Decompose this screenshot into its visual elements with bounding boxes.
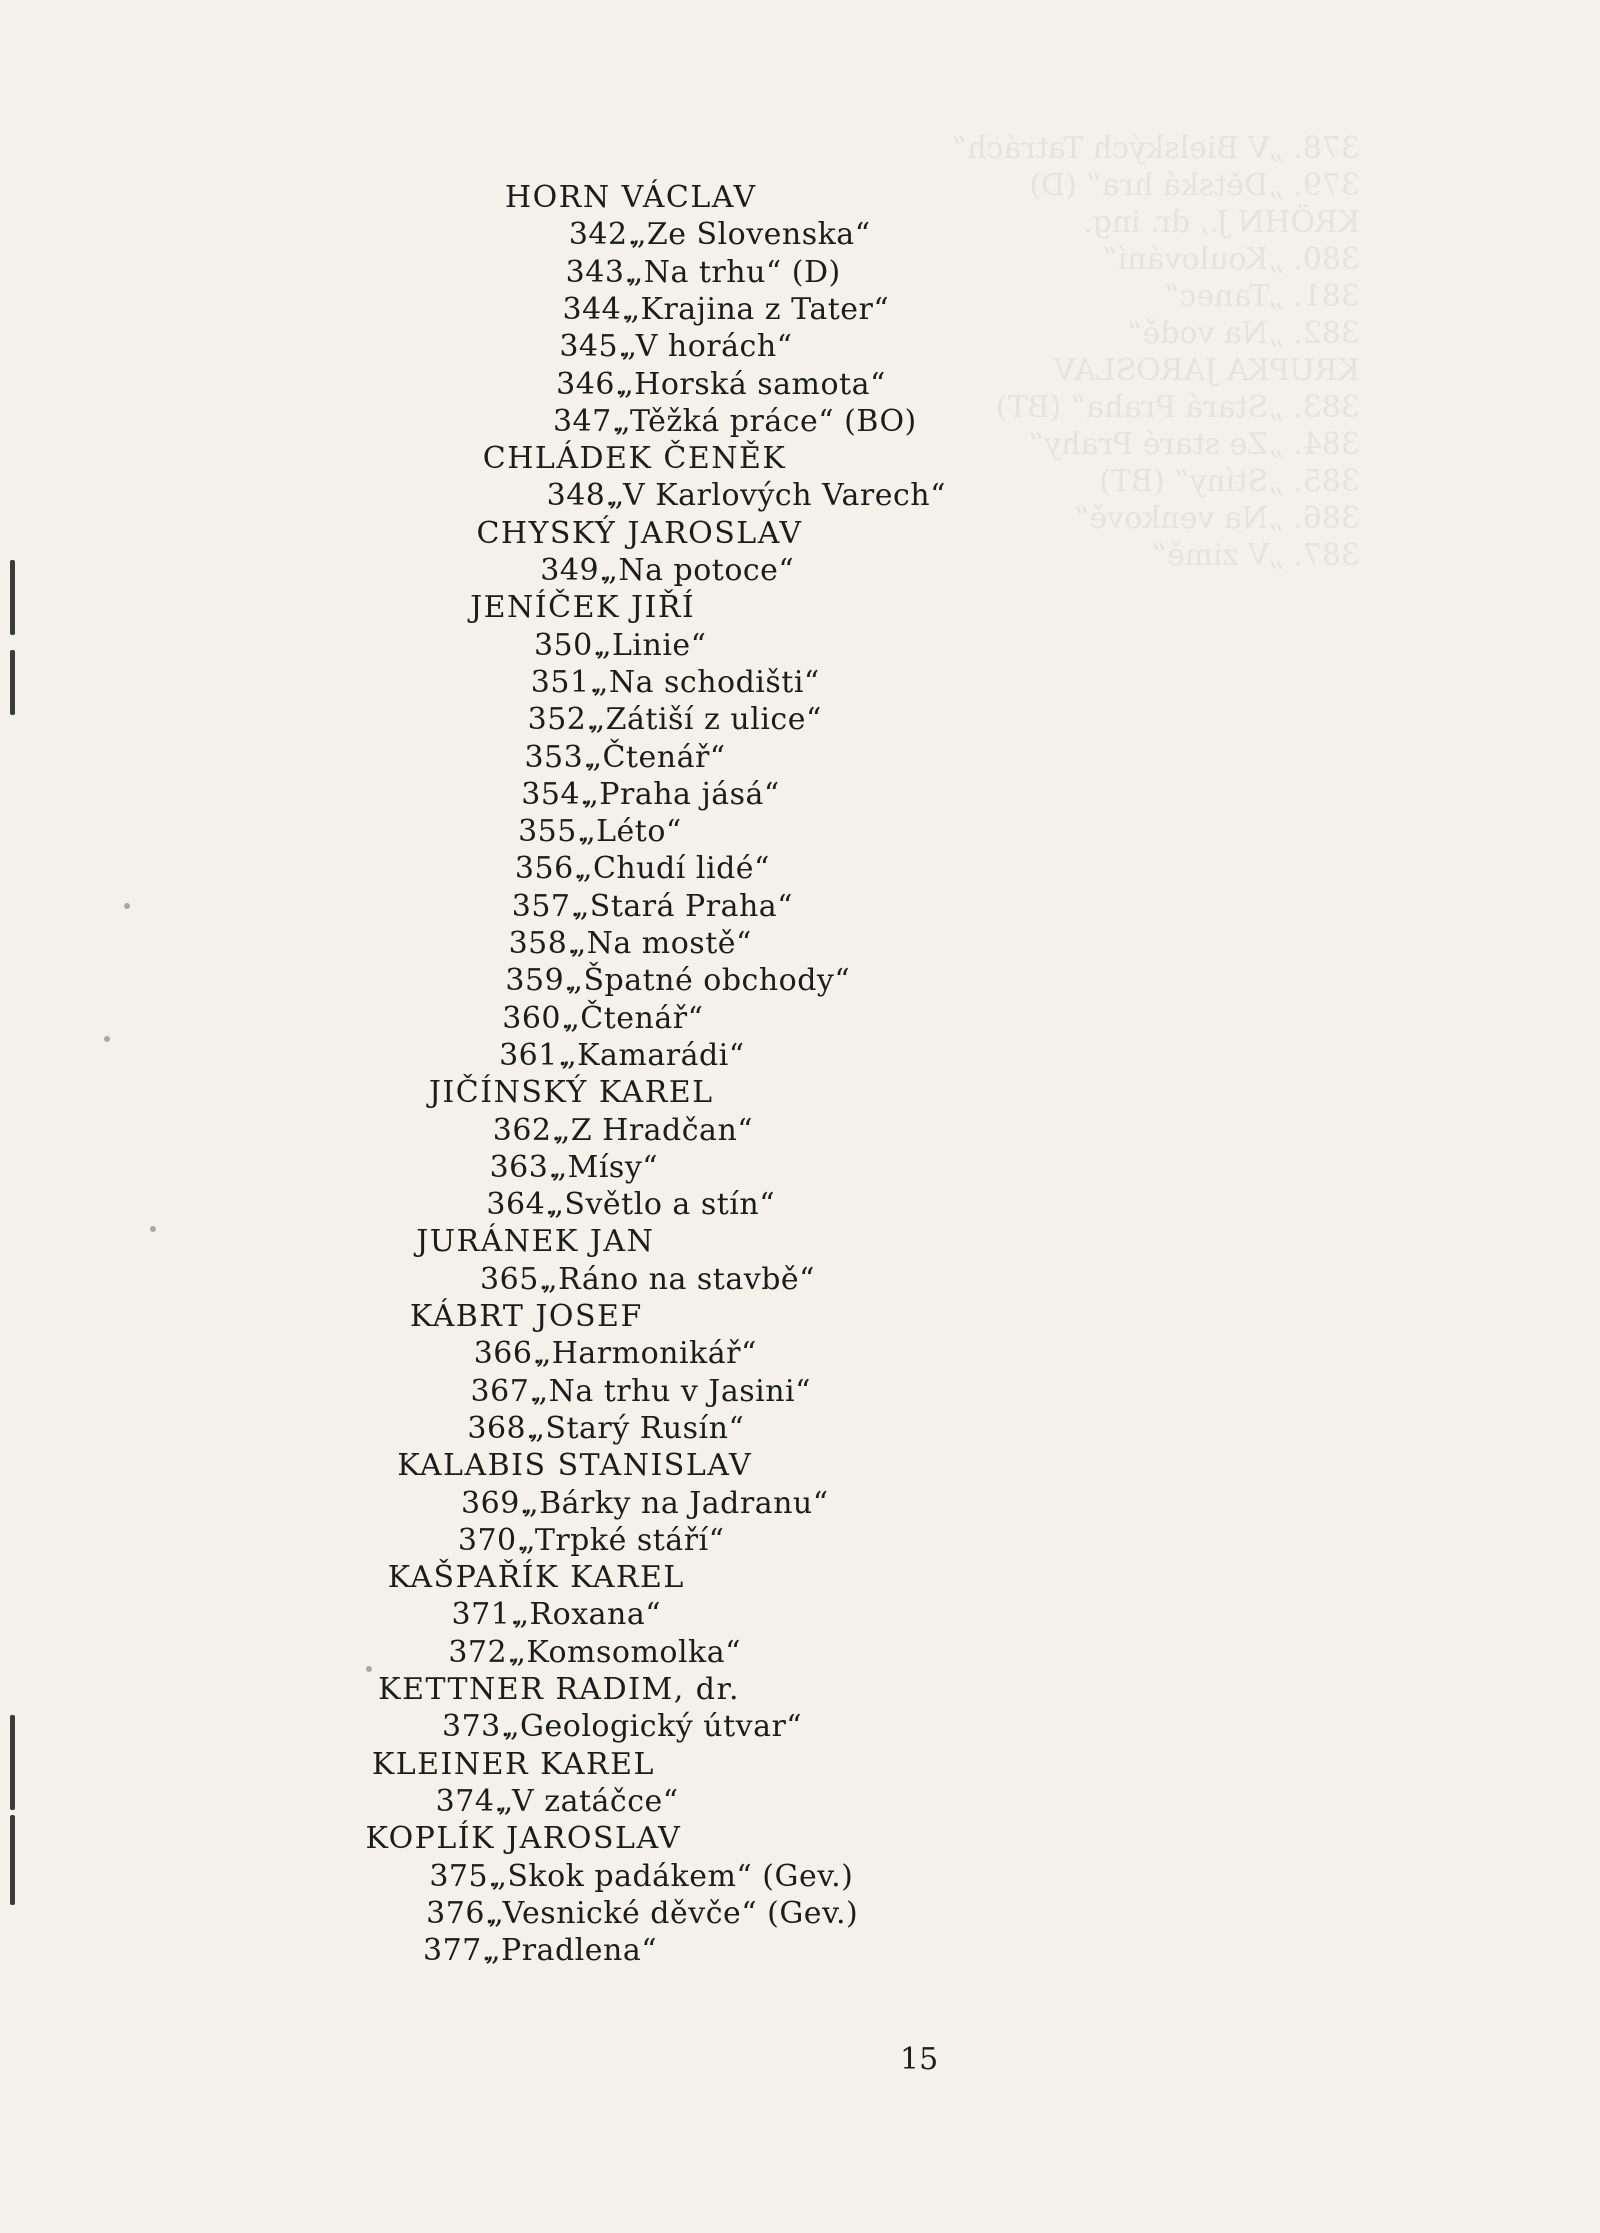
catalog-entry	[448, 1635, 741, 1670]
entry-title: „Čtenář“	[586, 739, 726, 775]
entry-title: „V horách“	[621, 329, 793, 365]
catalog-entry	[429, 1859, 853, 1894]
entry-title: „Vesnické děvče“ (Gev.)	[488, 1895, 859, 1931]
entry-title: „Zátiší z ulice“	[589, 702, 822, 738]
author-heading: KAŠPAŘÍK KAREL	[387, 1560, 685, 1596]
author-heading: KOPLÍK JAROSLAV	[365, 1821, 682, 1857]
entry-number: 367.	[470, 1373, 540, 1409]
catalog-entry	[515, 851, 770, 886]
entry-title: „Pradlena“	[484, 1933, 658, 1969]
entry-number: 344.	[562, 291, 632, 327]
catalog-entry	[490, 1150, 659, 1185]
entry-title: „Čtenář“	[564, 1000, 704, 1036]
catalog-entry	[562, 292, 889, 327]
catalog-entry	[461, 1486, 829, 1521]
entry-number: 361.	[499, 1037, 568, 1073]
catalog-entry	[556, 367, 886, 402]
page-number: 15	[900, 2042, 939, 2077]
entry-title: „Ráno na stavbě“	[542, 1261, 815, 1297]
entry-title: „Na trhu“ (D)	[627, 254, 841, 290]
entry-number: 358.	[508, 926, 578, 961]
entry-title: „V zatáčce“	[497, 1783, 679, 1819]
author-heading: KLEINER KAREL	[371, 1746, 655, 1782]
author-heading: CHYSKÝ JAROSLAV	[476, 515, 803, 551]
entry-number: 351.	[530, 664, 600, 700]
entry-title: „Bárky na Jadranu“	[523, 1485, 829, 1521]
entry-number: 357.	[511, 888, 581, 924]
entry-number: 370.	[457, 1522, 527, 1558]
catalog-entry	[442, 1709, 802, 1744]
entry-number: 377.	[422, 1933, 492, 1969]
entry-title: „Harmonikář“	[535, 1336, 757, 1372]
entry-number: 368.	[467, 1410, 537, 1446]
entry-number: 374.	[435, 1783, 505, 1819]
entry-title: „Linie“	[595, 627, 707, 663]
entry-number: 353.	[524, 739, 594, 775]
entry-number: 342.	[568, 217, 638, 253]
entry-number: 365.	[480, 1261, 549, 1297]
entry-number: 376.	[426, 1895, 495, 1931]
entry-number: 373.	[442, 1709, 511, 1745]
entry-title: „Starý Rusín“	[529, 1410, 745, 1446]
entry-title: „Trpké stáří“	[519, 1522, 725, 1558]
author-heading: CHLÁDEK ČENĚK	[482, 441, 787, 477]
catalog-entry	[521, 777, 780, 812]
entry-number: 360.	[502, 1000, 572, 1036]
catalog-entry	[452, 1597, 662, 1632]
entry-title: „Geologický útvar“	[504, 1709, 803, 1745]
author-heading: HORN VÁCLAV	[505, 180, 757, 215]
entry-number: 371.	[451, 1597, 521, 1633]
entry-title: „Těžká práce“ (BO)	[614, 403, 917, 439]
author-heading: JURÁNEK JAN	[416, 1224, 655, 1260]
show-through-text: 378. „V Bielských Tatrách“ 379. „Dětská hra“ (D) KRÖHN J., dr. ing. 380. „Koulování“ 381. „Tanec“ 382. „Na vodě“ KRUPKA JAROSLAV 383. „Stará Praha“ (BT) 384. „Ze staré Prahy“ 385. „Stíny“ (BT) 386. „Na venkově“ 387. „V zimě“	[952, 131, 1360, 573]
entry-number: 364.	[486, 1187, 556, 1223]
catalog-entry	[471, 1374, 811, 1409]
entry-title: „Na trhu v Jasini“	[532, 1373, 811, 1409]
entry-number: 352.	[527, 702, 597, 738]
entry-title: „Špatné obchody“	[567, 963, 851, 999]
catalog-entry	[512, 889, 793, 924]
entry-title: „V Karlových Varech“	[608, 478, 946, 514]
entry-title: „Horská samota“	[618, 366, 886, 402]
entry-number: 372.	[448, 1634, 518, 1670]
catalog-entry	[528, 702, 822, 737]
entry-title: „Světlo a stín“	[548, 1187, 776, 1223]
catalog-entry	[518, 814, 682, 849]
entry-title: „Roxana“	[513, 1597, 662, 1633]
entry-title: „Krajina z Tater“	[624, 291, 890, 327]
entry-number: 355.	[518, 814, 587, 850]
author-heading: KÁBRT JOSEF	[409, 1299, 643, 1334]
catalog-entry	[458, 1523, 725, 1558]
catalog-entry	[486, 1187, 775, 1222]
entry-title: „Skok padákem“ (Gev.)	[491, 1858, 854, 1894]
catalog-entry	[493, 1113, 753, 1148]
catalog-entry	[540, 553, 794, 588]
entry-number: 359.	[505, 963, 575, 999]
catalog-entry	[524, 740, 725, 775]
entry-title: „Léto“	[580, 814, 682, 850]
catalog-entry	[559, 329, 792, 364]
entry-number: 375.	[429, 1858, 499, 1894]
entry-number: 369.	[461, 1485, 530, 1521]
catalog-entry	[509, 926, 752, 961]
catalog-entry	[423, 1933, 657, 1968]
entry-title: „Stará Praha“	[573, 888, 794, 924]
entry-number: 354.	[521, 776, 591, 812]
author-heading: KALABIS STANISLAV	[397, 1448, 753, 1484]
entry-number: 347.	[552, 403, 622, 439]
entry-number: 362.	[492, 1112, 562, 1148]
entry-title: „Mísy“	[551, 1149, 659, 1185]
entry-number: 363.	[489, 1149, 559, 1185]
catalog-entry	[499, 1038, 745, 1073]
entry-number: 356.	[514, 851, 584, 887]
catalog-entry	[553, 404, 917, 439]
author-heading: KETTNER RADIM, dr.	[378, 1672, 741, 1707]
catalog-entry	[566, 255, 841, 290]
catalog-entry	[534, 628, 707, 663]
entry-number: 348.	[546, 478, 616, 514]
entry-number: 345.	[559, 329, 629, 365]
catalog-entry	[474, 1336, 757, 1371]
entry-title: „Na potoce“	[602, 553, 795, 588]
entry-number: 366.	[473, 1336, 543, 1372]
entry-number: 343.	[565, 254, 635, 290]
catalog-entry	[547, 478, 946, 513]
entry-title: „Z Hradčan“	[554, 1112, 754, 1148]
catalog-entry	[436, 1784, 679, 1819]
entry-title: „Na schodišti“	[592, 664, 820, 700]
entry-title: „Na mostě“	[570, 926, 752, 961]
entry-title: „Chudí lidé“	[576, 851, 770, 887]
catalog-entry	[467, 1411, 744, 1446]
entry-title: „Komsomolka“	[510, 1634, 741, 1670]
entry-title: „Kamarádi“	[561, 1037, 745, 1073]
catalog-entry	[502, 1001, 703, 1036]
entry-number: 346.	[556, 366, 625, 402]
author-heading: JIČÍNSKÝ KAREL	[428, 1075, 714, 1111]
catalog-entry	[505, 963, 850, 998]
catalog-entry	[480, 1262, 815, 1297]
author-heading: JENÍČEK JIŘÍ	[470, 590, 696, 626]
entry-title: „Ze Slovenska“	[630, 217, 871, 253]
catalog-entry	[426, 1896, 858, 1931]
entry-number: 349.	[540, 553, 610, 588]
catalog-entry	[569, 217, 871, 252]
entry-title: „Praha jásá“	[583, 776, 780, 812]
entry-number: 350.	[533, 627, 603, 663]
catalog-entry	[531, 665, 820, 700]
